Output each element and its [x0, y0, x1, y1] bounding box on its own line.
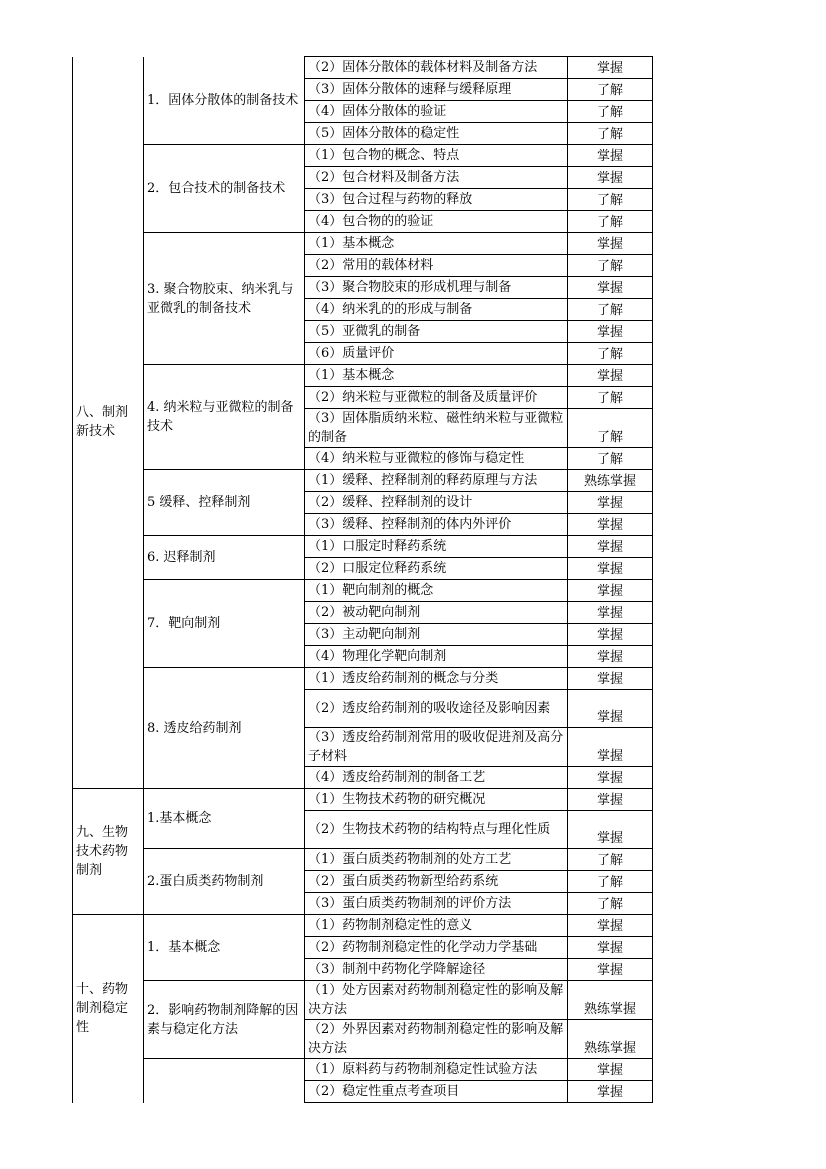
section-title: 1.基本概念 — [144, 789, 305, 849]
requirement-level: 了解 — [568, 123, 653, 145]
topic-item: （2）稳定性重点考查项目 — [305, 1081, 568, 1103]
table-row — [73, 789, 653, 811]
requirement-level: 掌握 — [568, 1059, 653, 1081]
topic-item: （2）缓释、控释制剂的设计 — [305, 492, 568, 514]
section-title: 5 缓释、控释制剂 — [144, 470, 305, 536]
requirement-level: 掌握 — [568, 145, 653, 167]
table-row — [73, 365, 653, 387]
topic-item: （2）透皮给药制剂的吸收途径及影响因素 — [305, 690, 568, 728]
requirement-level: 掌握 — [568, 602, 653, 624]
topic-item: （2）纳米粒与亚微粒的制备及质量评价 — [305, 387, 568, 409]
requirement-level: 掌握 — [568, 277, 653, 299]
topic-item: （2）蛋白质类药物新型给药系统 — [305, 871, 568, 893]
requirement-level: 掌握 — [568, 646, 653, 668]
requirement-level: 了解 — [568, 79, 653, 101]
topic-item: （1）蛋白质类药物制剂的处方工艺 — [305, 849, 568, 871]
section-title: 2．包合技术的制备技术 — [144, 145, 305, 233]
topic-item: （1）缓释、控释制剂的释药原理与方法 — [305, 470, 568, 492]
topic-item: （5）亚微乳的制备 — [305, 321, 568, 343]
topic-item: （1）透皮给药制剂的概念与分类 — [305, 668, 568, 690]
syllabus-table-body — [73, 57, 653, 1103]
topic-item: （3）缓释、控释制剂的体内外评价 — [305, 514, 568, 536]
requirement-level: 了解 — [568, 189, 653, 211]
requirement-level: 掌握 — [568, 959, 653, 981]
requirement-level: 熟练掌握 — [568, 1020, 653, 1059]
topic-item: （4）固体分散体的验证 — [305, 101, 568, 123]
topic-item: （4）物理化学靶向制剂 — [305, 646, 568, 668]
topic-item: （1）口服定时释药系统 — [305, 536, 568, 558]
section-title: 4. 纳米粒与亚微粒的制备技术 — [144, 365, 305, 470]
requirement-level: 掌握 — [568, 1081, 653, 1103]
table-row — [73, 536, 653, 558]
topic-item: （1）处方因素对药物制剂稳定性的影响及解决方法 — [305, 981, 568, 1020]
requirement-level: 掌握 — [568, 811, 653, 849]
topic-item: （3）固体分散体的速释与缓释原理 — [305, 79, 568, 101]
table-row — [73, 57, 653, 79]
topic-item: （3）包合过程与药物的释放 — [305, 189, 568, 211]
topic-item: （3）固体脂质纳米粒、磁性纳米粒与亚微粒的制备 — [305, 409, 568, 448]
requirement-level: 掌握 — [568, 167, 653, 189]
section-title — [144, 1059, 305, 1103]
table-row — [73, 849, 653, 871]
requirement-level: 掌握 — [568, 789, 653, 811]
topic-item: （4）纳米粒与亚微粒的修饰与稳定性 — [305, 448, 568, 470]
requirement-level: 掌握 — [568, 624, 653, 646]
requirement-level: 掌握 — [568, 767, 653, 789]
requirement-level: 掌握 — [568, 915, 653, 937]
topic-item: （1）靶向制剂的概念 — [305, 580, 568, 602]
requirement-level: 掌握 — [568, 57, 653, 79]
topic-item: （3）蛋白质类药物制剂的评价方法 — [305, 893, 568, 915]
topic-item: （1）生物技术药物的研究概况 — [305, 789, 568, 811]
requirement-level: 掌握 — [568, 514, 653, 536]
topic-item: （1）原料药与药物制剂稳定性试验方法 — [305, 1059, 568, 1081]
topic-item: （2）外界因素对药物制剂稳定性的影响及解决方法 — [305, 1020, 568, 1059]
requirement-level: 了解 — [568, 849, 653, 871]
section-title: 2.蛋白质类药物制剂 — [144, 849, 305, 915]
requirement-level: 了解 — [568, 871, 653, 893]
table-row — [73, 668, 653, 690]
requirement-level: 掌握 — [568, 365, 653, 387]
section-title: 2．影响药物制剂降解的因素与稳定化方法 — [144, 981, 305, 1059]
topic-item: （4）透皮给药制剂的制备工艺 — [305, 767, 568, 789]
topic-item: （2）固体分散体的载体材料及制备方法 — [305, 57, 568, 79]
requirement-level: 了解 — [568, 448, 653, 470]
topic-item: （2）包合材料及制备方法 — [305, 167, 568, 189]
table-row — [73, 981, 653, 1020]
requirement-level: 熟练掌握 — [568, 470, 653, 492]
section-title: 8. 透皮给药制剂 — [144, 668, 305, 789]
requirement-level: 了解 — [568, 893, 653, 915]
table-row — [73, 1059, 653, 1081]
topic-item: （4）包合物的的验证 — [305, 211, 568, 233]
topic-item: （1）基本概念 — [305, 233, 568, 255]
topic-item: （1）基本概念 — [305, 365, 568, 387]
requirement-level: 掌握 — [568, 580, 653, 602]
section-title: 1．固体分散体的制备技术 — [144, 57, 305, 145]
requirement-level: 掌握 — [568, 937, 653, 959]
table-row — [73, 233, 653, 255]
chapter-title: 十、药物制剂稳定性 — [73, 915, 144, 1103]
requirement-level: 掌握 — [568, 728, 653, 767]
section-title: 1．基本概念 — [144, 915, 305, 981]
requirement-level: 了解 — [568, 255, 653, 277]
requirement-level: 了解 — [568, 211, 653, 233]
requirement-level: 掌握 — [568, 536, 653, 558]
requirement-level: 掌握 — [568, 321, 653, 343]
requirement-level: 了解 — [568, 409, 653, 448]
topic-item: （2）被动靶向制剂 — [305, 602, 568, 624]
chapter-title: 九、生物技术药物制剂 — [73, 789, 144, 915]
section-title: 6. 迟释制剂 — [144, 536, 305, 580]
requirement-level: 掌握 — [568, 690, 653, 728]
section-title: 7．靶向制剂 — [144, 580, 305, 668]
requirement-level: 了解 — [568, 343, 653, 365]
topic-item: （3）制剂中药物化学降解途径 — [305, 959, 568, 981]
requirement-level: 熟练掌握 — [568, 981, 653, 1020]
requirement-level: 掌握 — [568, 668, 653, 690]
topic-item: （5）固体分散体的稳定性 — [305, 123, 568, 145]
topic-item: （3）主动靶向制剂 — [305, 624, 568, 646]
topic-item: （1）药物制剂稳定性的意义 — [305, 915, 568, 937]
requirement-level: 了解 — [568, 101, 653, 123]
table-row — [73, 580, 653, 602]
requirement-level: 了解 — [568, 299, 653, 321]
topic-item: （2）药物制剂稳定性的化学动力学基础 — [305, 937, 568, 959]
topic-item: （3）聚合物胶束的形成机理与制备 — [305, 277, 568, 299]
topic-item: （2）常用的载体材料 — [305, 255, 568, 277]
section-title: 3. 聚合物胶束、纳米乳与亚微乳的制备技术 — [144, 233, 305, 365]
topic-item: （2）口服定位释药系统 — [305, 558, 568, 580]
requirement-level: 了解 — [568, 387, 653, 409]
chapter-title: 八、制剂新技术 — [73, 57, 144, 789]
table-row — [73, 145, 653, 167]
table-row — [73, 470, 653, 492]
requirement-level: 掌握 — [568, 233, 653, 255]
topic-item: （3）透皮给药制剂常用的吸收促进剂及高分子材料 — [305, 728, 568, 767]
topic-item: （1）包合物的概念、特点 — [305, 145, 568, 167]
topic-item: （2）生物技术药物的结构特点与理化性质 — [305, 811, 568, 849]
requirement-level: 掌握 — [568, 492, 653, 514]
table-row — [73, 915, 653, 937]
syllabus-table — [72, 56, 653, 1103]
requirement-level: 掌握 — [568, 558, 653, 580]
topic-item: （4）纳米乳的的形成与制备 — [305, 299, 568, 321]
topic-item: （6）质量评价 — [305, 343, 568, 365]
